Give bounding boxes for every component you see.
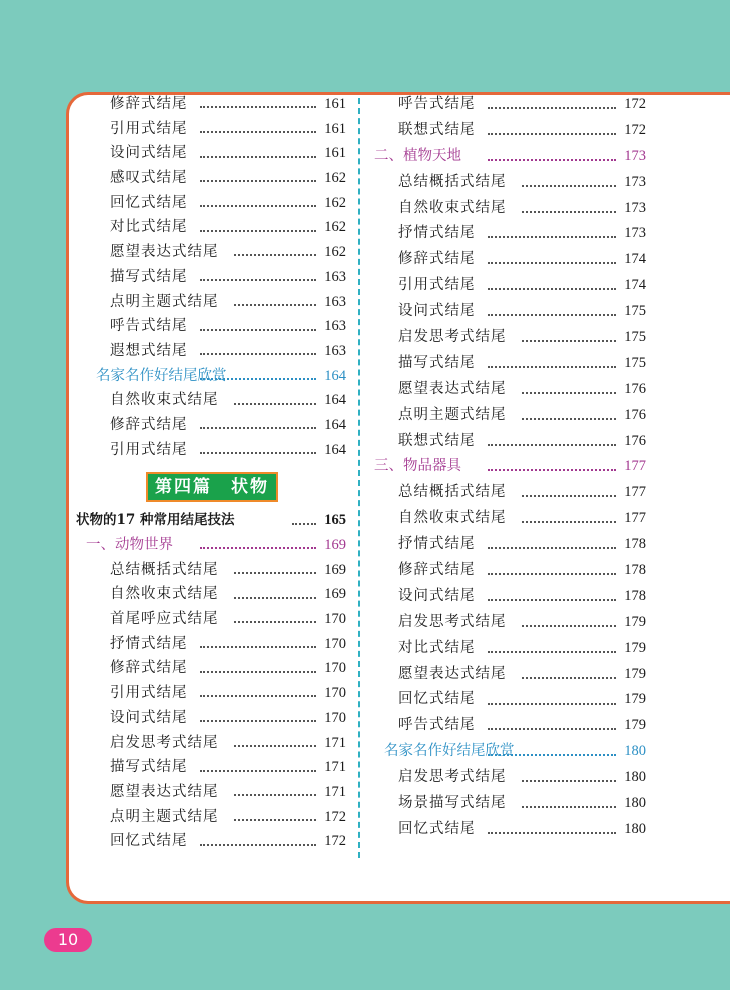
toc-entry-title: 回忆式结尾 [110,194,188,211]
page-number-badge: 10 [44,928,92,952]
dot-leader [522,625,616,627]
toc-entry-page: 178 [624,562,646,579]
toc-entry[interactable] [384,480,646,506]
toc-entry-page: 169 [324,586,346,603]
dot-leader [200,131,316,133]
dot-leader [234,745,316,747]
toc-entry-title: 修辞式结尾 [110,416,188,433]
toc-entry[interactable] [96,191,346,216]
dot-leader [200,646,316,648]
dot-leader [522,392,616,394]
dot-leader [292,523,316,525]
toc-entry-title: 修辞式结尾 [110,96,188,112]
dot-leader [522,185,616,187]
toc-entry-title: 回忆式结尾 [110,833,188,850]
dot-leader [234,621,316,623]
dot-leader [488,236,616,238]
section-title: 第四篇 状物 [146,472,278,502]
dot-leader [488,728,616,730]
toc-entry-page: 165 [324,512,346,529]
toc-entry-title: 修辞式结尾 [110,660,188,677]
toc-entry-page: 170 [324,685,346,702]
toc-entry[interactable] [96,166,346,191]
toc-entry-page: 164 [324,392,346,409]
dot-leader [488,133,616,135]
dot-leader [200,353,316,355]
toc-entry-page: 174 [624,277,646,294]
dot-leader [200,695,316,697]
toc-entry-page: 171 [324,734,346,751]
toc-entry[interactable] [384,429,646,455]
toc-entry[interactable] [384,687,646,713]
toc-entry-title: 抒情式结尾 [110,635,188,652]
toc-entry-title: 引用式结尾 [110,685,188,702]
plant-world-heading[interactable] [374,144,646,170]
toc-entry[interactable] [96,290,346,315]
toc-entry-page: 161 [324,145,346,162]
dot-leader [488,547,616,549]
toc-entry-title: 描写式结尾 [110,759,188,776]
toc-entry-page: 178 [624,587,646,604]
toc-entry[interactable] [96,388,346,413]
toc-entry[interactable] [96,731,346,756]
toc-entry[interactable] [384,196,646,222]
dot-leader [522,780,616,782]
toc-entry[interactable] [96,438,346,463]
toc-entry-title: 回忆式结尾 [398,820,476,837]
dot-leader [522,418,616,420]
toc-entry-title: 修辞式结尾 [398,562,476,579]
toc-entry-page: 175 [624,303,646,320]
toc-entry[interactable] [96,265,346,290]
toc-entry[interactable] [96,681,346,706]
dot-leader [200,279,316,281]
toc-entry-title: 名家名作好结尾欣赏 [96,367,227,384]
dot-leader [200,156,316,158]
famous-works-heading[interactable] [96,364,346,389]
toc-entry[interactable] [96,141,346,166]
toc-entry-page: 180 [624,743,646,760]
toc-entry-title: 联想式结尾 [398,432,476,449]
toc-entry-title: 联想式结尾 [398,121,476,138]
toc-entry-title: 三、物品器具 [374,458,461,475]
dot-leader [200,106,316,108]
toc-entry[interactable] [384,817,646,843]
toc-entry-title: 对比式结尾 [110,219,188,236]
dot-leader [522,521,616,523]
toc-entry[interactable] [96,215,346,240]
toc-entry-title: 启发思考式结尾 [398,613,507,630]
toc-entry-page: 179 [624,665,646,682]
toc-entry[interactable] [384,765,646,791]
dot-leader [234,403,316,405]
dot-leader [234,597,316,599]
toc-entry-page: 162 [324,244,346,261]
left-column [76,92,346,854]
toc-entry-page: 172 [624,96,646,112]
dot-leader [200,770,316,772]
dot-leader [488,703,616,705]
dot-leader [488,288,616,290]
toc-entry[interactable] [384,170,646,196]
toc-entry-page: 179 [624,717,646,734]
objects-heading[interactable] [374,454,646,480]
toc-entry[interactable] [384,403,646,429]
dot-leader [200,844,316,846]
toc-entry-title: 呼告式结尾 [398,96,476,112]
dot-leader [200,720,316,722]
dot-leader [200,452,316,454]
toc-entry-page: 161 [324,120,346,137]
toc-entry-title: 遐想式结尾 [110,342,188,359]
toc-entry-page: 162 [324,194,346,211]
dot-leader [522,495,616,497]
toc-entry[interactable] [384,351,646,377]
dot-leader [488,444,616,446]
method-line[interactable] [76,508,346,533]
toc-entry[interactable] [384,325,646,351]
toc-entry-page: 170 [324,635,346,652]
toc-entry-page: 177 [624,458,646,475]
toc-entry[interactable] [96,780,346,805]
toc-entry-title: 启发思考式结尾 [398,769,507,786]
toc-entry-page: 169 [324,537,346,553]
toc-entry[interactable] [96,558,346,583]
section-title-block [96,462,346,508]
toc-entry[interactable] [96,632,346,657]
toc-entry[interactable] [96,582,346,607]
dot-leader [200,205,316,207]
toc-entry-title: 总结概括式结尾 [110,561,219,578]
dot-leader [234,254,316,256]
toc-entry[interactable] [96,92,346,117]
dot-leader [200,329,316,331]
toc-entry-title: 引用式结尾 [398,277,476,294]
dot-leader [200,378,316,380]
dot-leader [488,159,616,161]
dot-leader [488,366,616,368]
toc-entry[interactable] [96,314,346,339]
toc-entry-title: 设问式结尾 [398,303,476,320]
toc-entry-page: 179 [624,639,646,656]
toc-entry-page: 163 [324,268,346,285]
toc-entry-title: 设问式结尾 [110,145,188,162]
toc-entry[interactable] [384,221,646,247]
toc-entry-page: 172 [324,833,346,850]
toc-entry-title: 修辞式结尾 [398,251,476,268]
dot-leader [522,677,616,679]
dot-leader [200,427,316,429]
toc-entry-title: 启发思考式结尾 [398,329,507,346]
toc-entry-title: 回忆式结尾 [398,691,476,708]
dot-leader [234,304,316,306]
toc-entry-page: 178 [624,536,646,553]
toc-entry[interactable] [96,706,346,731]
toc-entry-title: 呼告式结尾 [110,318,188,335]
dot-leader [234,572,316,574]
dot-leader [488,573,616,575]
toc-entry-page: 180 [624,795,646,812]
toc-entry[interactable] [96,240,346,265]
dot-leader [200,230,316,232]
toc-entry-page: 177 [624,510,646,527]
toc-entry[interactable] [384,506,646,532]
dot-leader [488,469,616,471]
toc-entry-page: 173 [624,199,646,216]
toc-entry-page: 176 [624,406,646,423]
right-column [374,92,646,843]
toc-entry[interactable] [96,755,346,780]
toc-entry[interactable] [384,377,646,403]
toc-entry[interactable] [96,339,346,364]
toc-entry[interactable] [384,118,646,144]
toc-entry[interactable] [384,532,646,558]
famous-works-heading[interactable] [384,739,646,765]
toc-entry-page: 172 [324,808,346,825]
dot-leader [522,340,616,342]
toc-entry-title: 愿望表达式结尾 [110,244,219,261]
toc-entry[interactable] [96,413,346,438]
animal-world-heading[interactable] [86,533,346,558]
toc-entry-title: 名家名作好结尾欣赏 [384,743,515,760]
toc-entry-title: 点明主题式结尾 [110,293,219,310]
toc-entry[interactable] [96,117,346,142]
dot-leader [234,794,316,796]
toc-entry-page: 162 [324,219,346,236]
toc-entry-title: 自然收束式结尾 [398,199,507,216]
toc-entry-page: 173 [624,173,646,190]
toc-entry-page: 162 [324,170,346,187]
toc-entry-title: 自然收束式结尾 [110,392,219,409]
toc-entry-page: 163 [324,293,346,310]
toc-entry-page: 170 [324,660,346,677]
toc-entry-title: 总结概括式结尾 [398,173,507,190]
toc-entry-title: 自然收束式结尾 [110,586,219,603]
toc-entry-title: 引用式结尾 [110,120,188,137]
toc-entry[interactable] [384,791,646,817]
toc-entry-page: 163 [324,318,346,335]
toc-entry-title: 自然收束式结尾 [398,510,507,527]
toc-entry-page: 171 [324,783,346,800]
toc-entry-title: 场景描写式结尾 [398,795,507,812]
toc-entry-page: 173 [624,225,646,242]
toc-entry-page: 175 [624,354,646,371]
toc-entry-page: 164 [324,441,346,458]
toc-entry[interactable] [384,558,646,584]
toc-entry-page: 174 [624,251,646,268]
dot-leader [488,754,616,756]
toc-entry-page: 179 [624,613,646,630]
toc-entry-title: 对比式结尾 [398,639,476,656]
dot-leader [522,806,616,808]
toc-entry[interactable] [384,636,646,662]
toc-entry-title: 点明主题式结尾 [398,406,507,423]
toc-entry[interactable] [96,656,346,681]
toc-entry[interactable] [384,713,646,739]
toc-entry-page: 177 [624,484,646,501]
toc-entry-title: 感叹式结尾 [110,170,188,187]
dot-leader [488,599,616,601]
toc-entry-title: 愿望表达式结尾 [398,665,507,682]
toc-entry-page: 164 [324,367,346,384]
dot-leader [488,314,616,316]
toc-entry[interactable] [384,299,646,325]
dot-leader [200,547,316,549]
toc-entry-title: 状物的17 种常用结尾技法 [76,512,235,529]
toc-entry[interactable] [384,584,646,610]
toc-entry-page: 180 [624,820,646,837]
toc-entry-title: 总结概括式结尾 [398,484,507,501]
toc-entry-page: 170 [324,709,346,726]
toc-entry-page: 175 [624,329,646,346]
toc-entry-page: 171 [324,759,346,776]
toc-entry-page: 161 [324,96,346,112]
toc-entry-title: 设问式结尾 [110,709,188,726]
dot-leader [488,107,616,109]
toc-entry-page: 163 [324,342,346,359]
dot-leader [488,262,616,264]
dot-leader [200,671,316,673]
toc-entry-page: 179 [624,691,646,708]
toc-entry-title: 抒情式结尾 [398,536,476,553]
toc-entry[interactable] [96,607,346,632]
toc-entry-title: 启发思考式结尾 [110,734,219,751]
dot-leader [488,832,616,834]
dot-leader [488,651,616,653]
toc-entry[interactable] [96,805,346,830]
toc-entry-title: 愿望表达式结尾 [398,380,507,397]
toc-entry-title: 二、植物天地 [374,147,461,164]
toc-entry[interactable] [384,247,646,273]
toc-entry-title: 设问式结尾 [398,587,476,604]
toc-entry-page: 176 [624,380,646,397]
toc-entry-page: 180 [624,769,646,786]
toc-entry-title: 愿望表达式结尾 [110,783,219,800]
toc-entry-title: 呼告式结尾 [398,717,476,734]
dot-leader [200,180,316,182]
toc-entry[interactable] [96,829,346,854]
column-divider [358,98,360,858]
toc-entry-page: 176 [624,432,646,449]
toc-entry-title: 首尾呼应式结尾 [110,611,219,628]
toc-entry-title: 描写式结尾 [110,268,188,285]
toc-entry[interactable] [384,662,646,688]
toc-entry[interactable] [384,92,646,118]
toc-entry[interactable] [384,273,646,299]
toc-entry-title: 点明主题式结尾 [110,808,219,825]
toc-entry-title: 抒情式结尾 [398,225,476,242]
toc-entry[interactable] [384,610,646,636]
toc-entry-page: 172 [624,121,646,138]
dot-leader [234,819,316,821]
toc-entry-page: 169 [324,561,346,578]
toc-entry-title: 一、动物世界 [86,537,173,553]
toc-entry-title: 引用式结尾 [110,441,188,458]
dot-leader [522,211,616,213]
toc-entry-page: 173 [624,147,646,164]
toc-entry-page: 164 [324,416,346,433]
toc-entry-title: 描写式结尾 [398,354,476,371]
toc-entry-page: 170 [324,611,346,628]
